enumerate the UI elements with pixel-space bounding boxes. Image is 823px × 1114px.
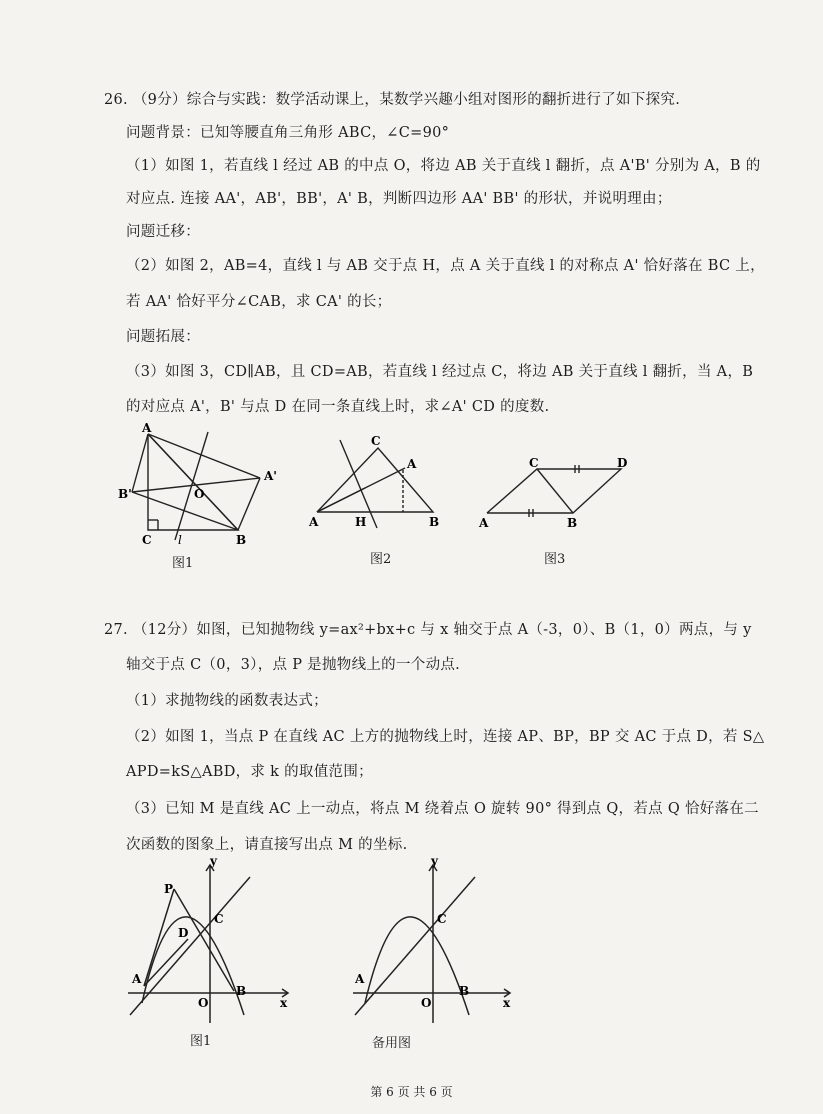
fig1-label-Ap: A' [264,469,277,483]
q27f1-label-A: A [132,972,142,986]
fig1-label-Bp: B' [118,487,132,501]
q27f1-label-B: B [236,984,247,998]
q27-line5: APD=kS△ABD，求 k 的取值范围； [126,764,373,780]
fig2-label-B: B [429,515,440,529]
q26-part1-line2: 对应点. 连接 AA'，AB'，BB'，A' B，判断四边形 AA' BB' 的形状，并说明理由； [126,191,672,207]
fig3-label-C: C [529,456,539,470]
q27-line1: 27. （12分）如图，已知抛物线 y=ax²+bx+c 与 x 轴交于点 A（-3，0）、B（1，0）两点，与 y [104,622,752,638]
q27-line4: （2）如图 1，当点 P 在直线 AC 上方的抛物线上时，连接 AP、BP，BP 交 AC 于点 D，若 S△ [126,729,765,745]
q27f1-label-O: O [198,996,209,1010]
fig1-label-A: A [142,421,152,435]
q27f2-label-A: A [355,972,365,986]
q27-line7: 次函数的图象上，请直接写出点 M 的坐标. [126,837,408,853]
fig2-label-A: A [309,515,319,529]
q26-heading: 26. （9分）综合与实践：数学活动课上，某数学兴趣小组对图形的翻折进行了如下探究. [104,92,681,108]
fig1-label-B: B [236,533,247,547]
q27-line6: （3）已知 M 是直线 AC 上一动点，将点 M 绕着点 O 旋转 90° 得到点 Q，若点 Q 恰好落在二 [126,801,759,817]
q26-fig2-caption: 图2 [370,552,392,567]
q26-fig3-caption: 图3 [544,552,566,567]
q27-figure-1 [120,855,300,1030]
q26-part1-line1: （1）如图 1，若直线 l 经过 AB 的中点 O，将边 AB 关于直线 l 翻折，点 A'B' 分别为 A，B 的 [126,158,761,174]
q27f2-label-x: x [503,996,511,1010]
fig2-label-H: H [355,515,367,529]
q26-part2-line2: 若 AA' 恰好平分∠CAB，求 CA' 的长； [126,294,392,310]
q26-figure-1 [110,420,290,550]
fig1-label-C: C [142,533,152,547]
fig2-label-C: C [371,434,381,448]
page-footer: 第 6 页 共 6 页 [370,1085,453,1099]
fig3-label-A: A [479,516,489,530]
q27f2-label-O: O [421,996,432,1010]
fig1-label-O: O [194,487,205,501]
q27f1-label-x: x [280,996,288,1010]
q27-line2: 轴交于点 C（0，3），点 P 是抛物线上的一个动点. [126,657,461,673]
q26-fig1-caption: 图1 [172,556,194,571]
fig3-label-D: D [617,456,628,470]
q27f1-label-P: P [164,882,174,896]
q27f1-label-D: D [178,926,189,940]
fig1-label-l: l [178,533,182,547]
q26-migration-label: 问题迁移： [126,224,200,240]
q27-fig1-caption: 图1 [190,1034,212,1049]
q27f2-label-y: y [431,855,438,868]
q26-part3-line2: 的对应点 A'，B' 与点 D 在同一条直线上时，求∠A' CD 的度数. [126,399,550,415]
q26-part2-line1: （2）如图 2，AB=4，直线 l 与 AB 交于点 H，点 A 关于直线 l 的对称点 A' 恰好落在 BC 上， [126,258,765,274]
q27f1-label-y: y [210,855,217,868]
q26-part3-line1: （3）如图 3，CD∥AB，且 CD=AB，若直线 l 经过点 C，将边 AB 关于直线 l 翻折，当 A，B [126,364,754,380]
q26-extension-label: 问题拓展： [126,329,200,345]
q27-spare-caption: 备用图 [372,1036,412,1051]
q27f1-label-C: C [214,912,224,926]
q27-spare-figure [345,855,520,1030]
q26-figure-3 [475,455,645,535]
q27-line3: （1）求抛物线的函数表达式； [126,693,328,709]
q26-background: 问题背景：已知等腰直角三角形 ABC，∠C=90° [126,125,450,141]
q27f2-label-B: B [459,984,470,998]
q26-figure-2 [305,430,455,530]
q27f2-label-C: C [437,912,447,926]
fig2-label-Ap: A [407,457,417,471]
fig3-label-B: B [567,516,578,530]
